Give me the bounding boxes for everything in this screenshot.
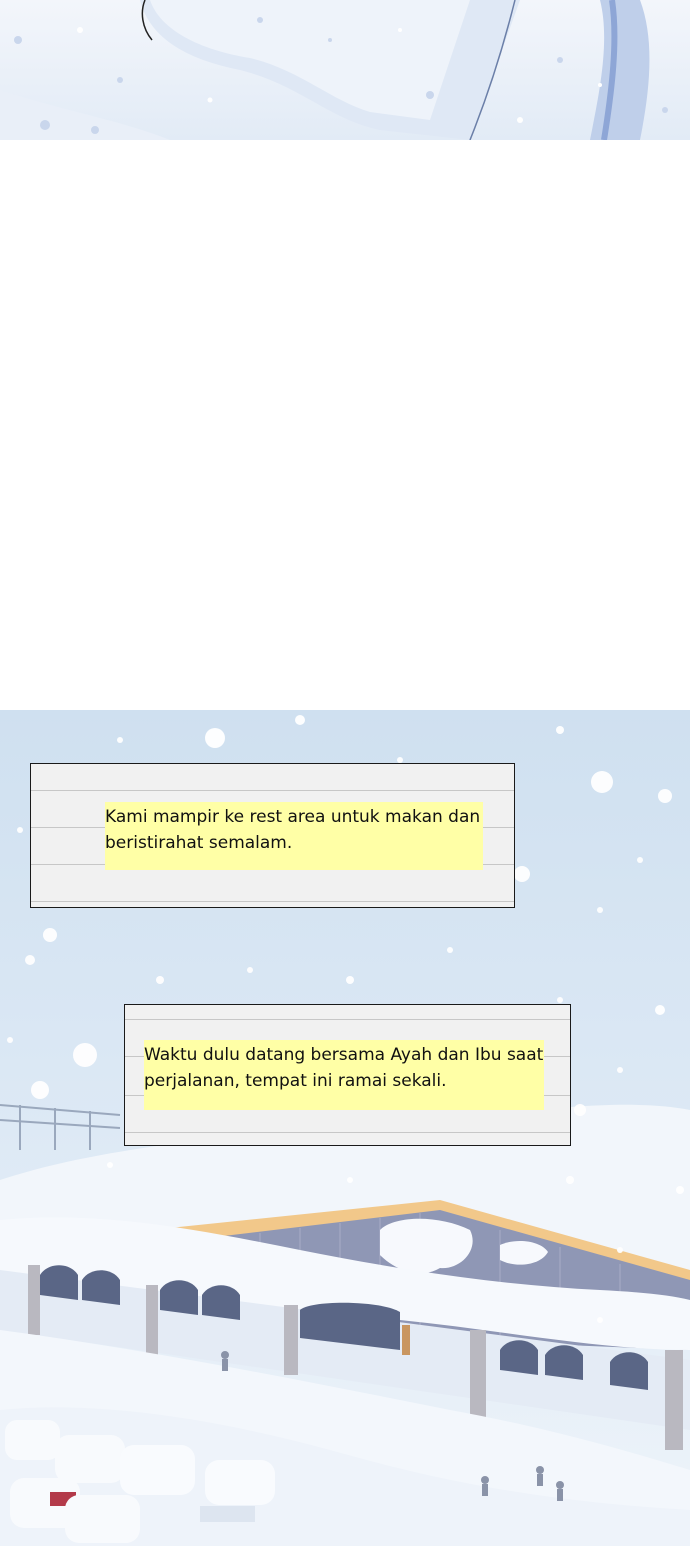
caption-box-2 xyxy=(124,1004,571,1146)
caption-1-text: Kami mampir ke rest area untuk makan dan beristirahat semalam. xyxy=(105,802,483,870)
panel-gutter xyxy=(0,140,690,710)
snowy-fabric-illustration xyxy=(0,0,690,140)
caption-box-1 xyxy=(30,763,515,908)
top-comic-panel xyxy=(0,0,690,140)
caption-2-text: Waktu dulu datang bersama Ayah dan Ibu saat perjalanan, tempat ini ramai sekali. xyxy=(144,1040,544,1110)
